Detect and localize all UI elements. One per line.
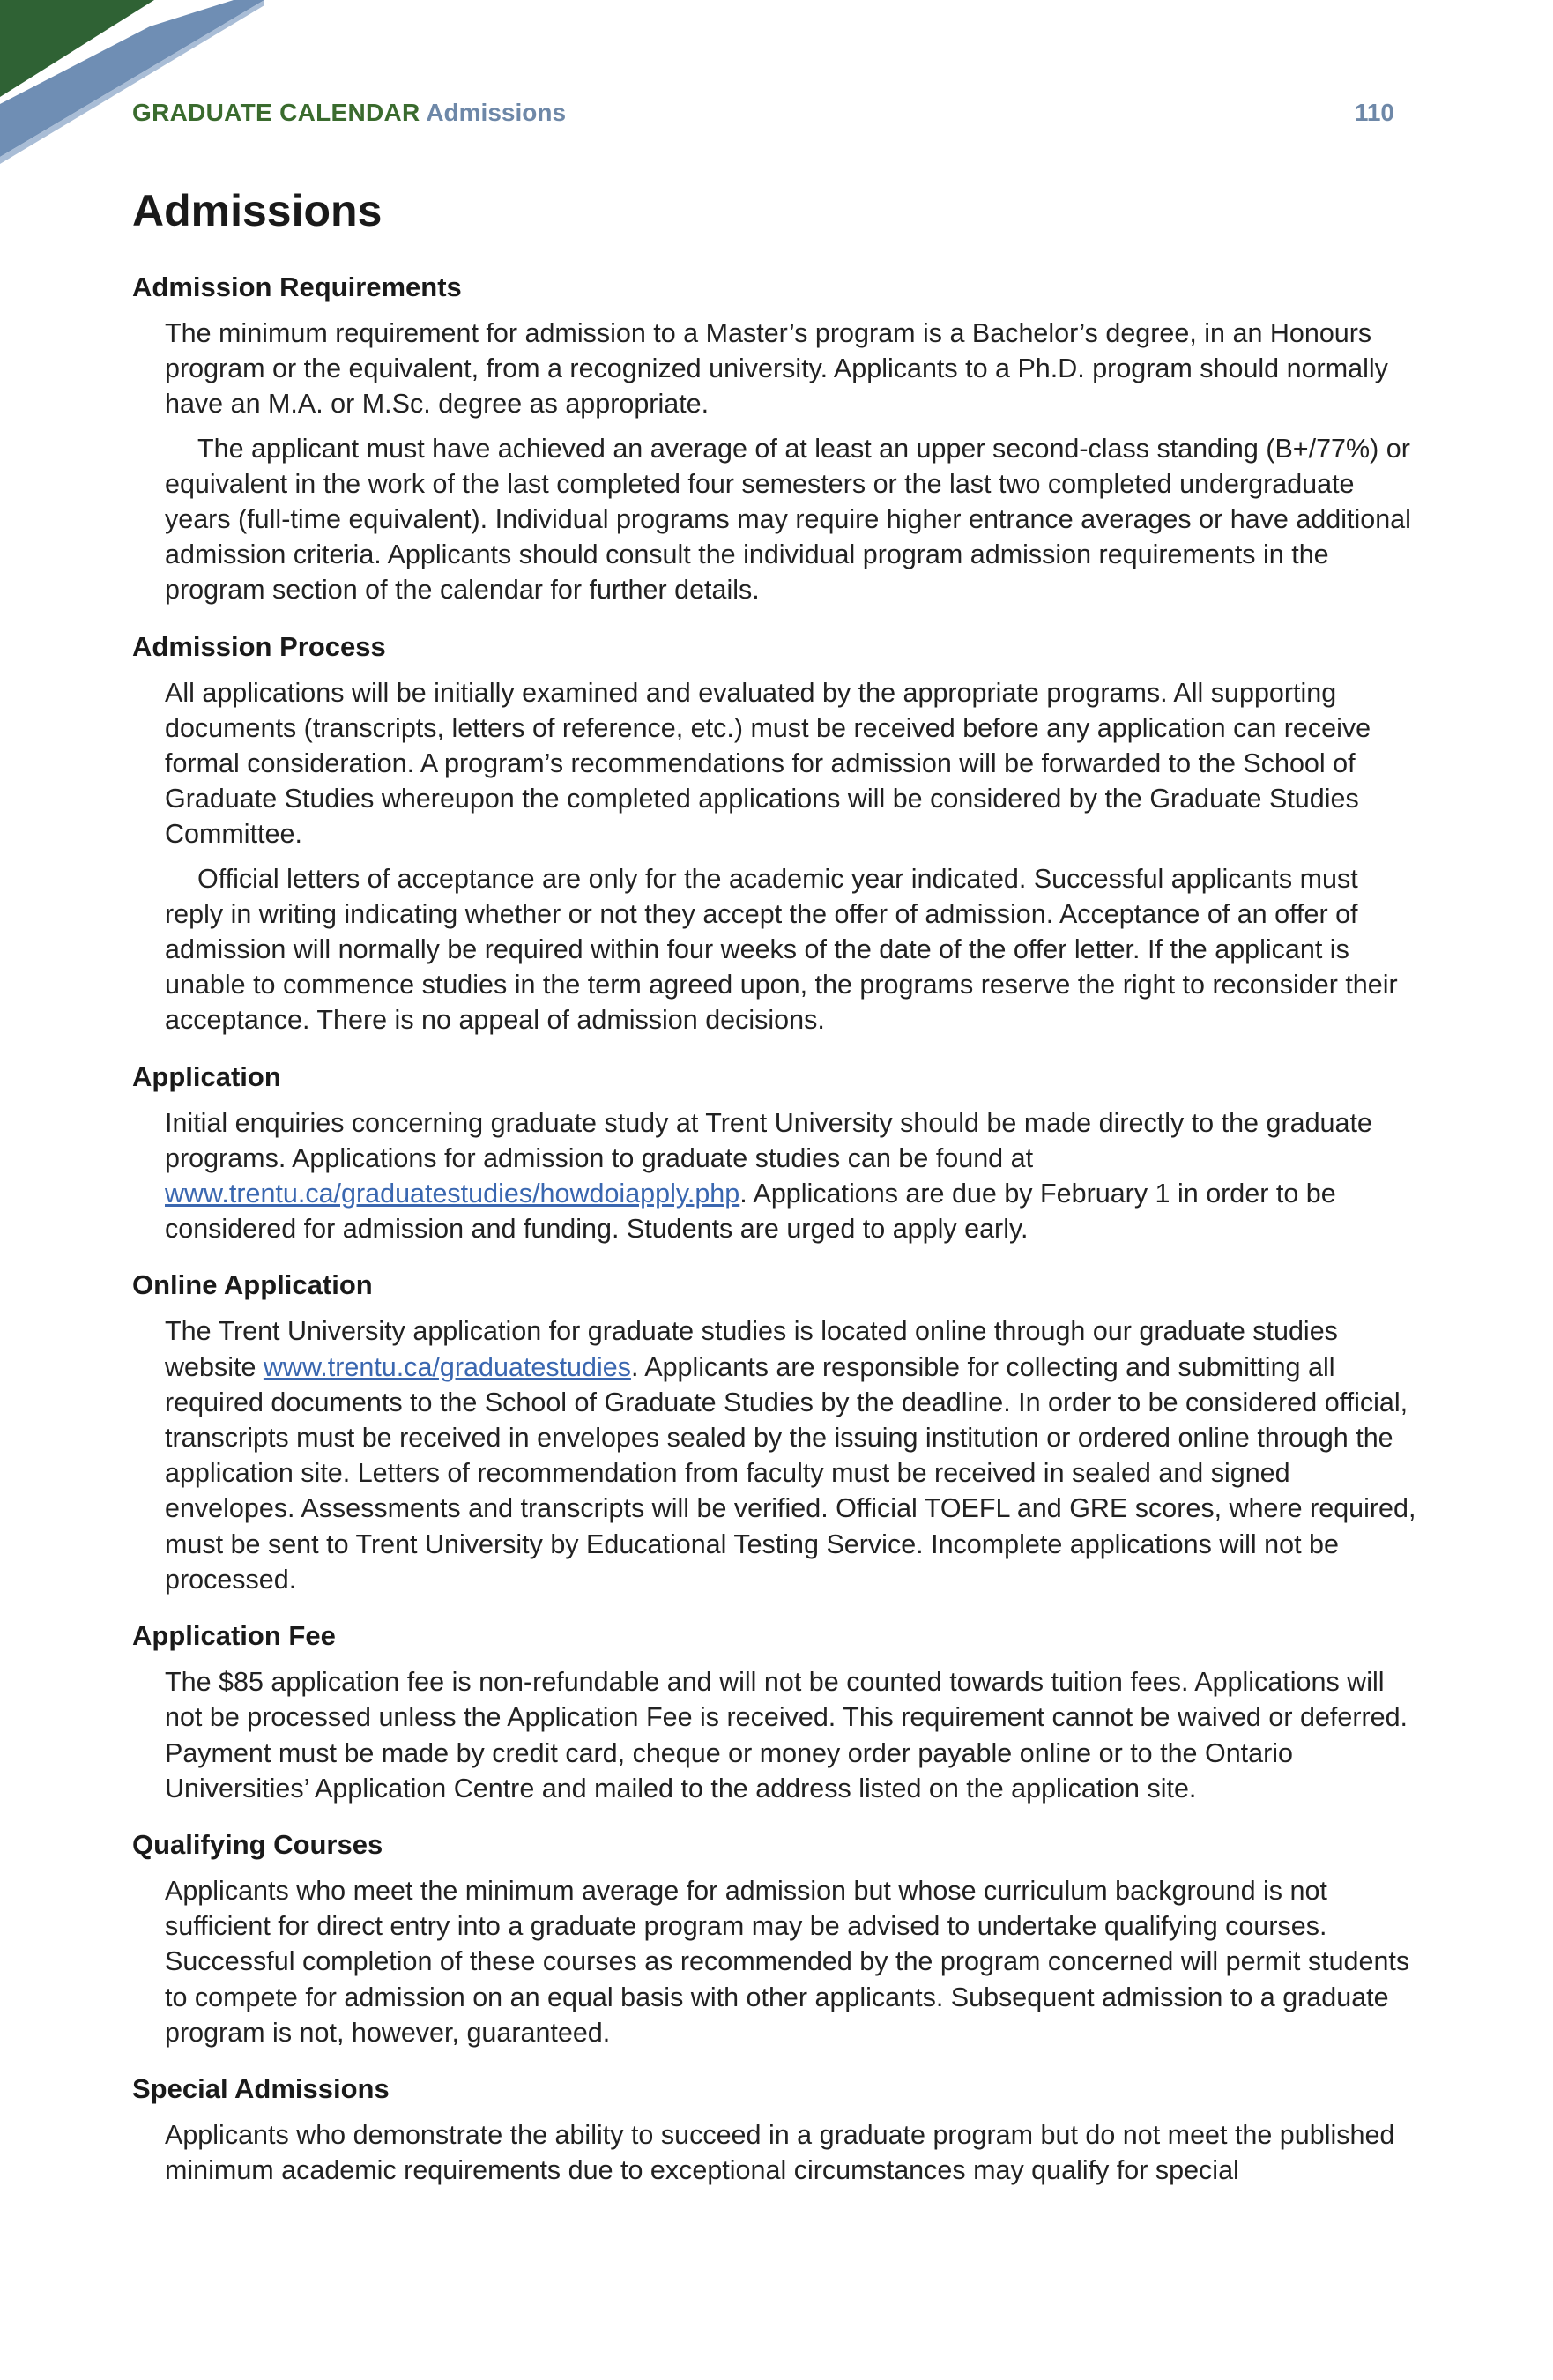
section-heading: Online Application <box>132 1269 373 1301</box>
document-body <box>132 271 1423 2211</box>
section-online-application <box>132 1269 1423 1597</box>
paragraph <box>165 1313 1423 1597</box>
corner-decoration <box>0 0 264 176</box>
header-section-label: Admissions <box>426 99 567 126</box>
page-title: Admissions <box>132 186 383 235</box>
paragraph <box>165 1105 1423 1247</box>
section-heading: Admission Process <box>132 630 386 662</box>
section-admission-requirements <box>132 271 1423 608</box>
paragraph-text: . Applicants are responsible for collecting and submitting all required documents to the School of Graduate Studies by the deadline. In order to be considered official, transcripts must be received in envelopes sealed by the issuing institution or ordered online through the application site. Letters of recommendation from faculty must be received in sealed and signed envelopes. Assessments and transcripts will be verified. Official TOEFL and GRE scores, where required, must be sent to Trent University by Educational Testing Service. Incomplete applications will not be processed. <box>165 1351 1416 1595</box>
section-heading: Qualifying Courses <box>132 1828 383 1860</box>
section-application-fee <box>132 1620 1423 1806</box>
howdoiapply-link[interactable]: www.trentu.ca/graduatestudies/howdoiapply.php <box>165 1179 740 1209</box>
paragraph-text: Initial enquiries concerning graduate study at Trent University should be made directly to the graduate programs. Applications for admission to graduate studies can be found at <box>165 1107 1372 1173</box>
paragraph: The $85 application fee is non-refundable and will not be counted towards tuition fees. Applications will not be processed unless the Application Fee is received. This requirement cannot be waived or deferred. Payment must be made by credit card, cheque or money order payable online or to the Ontario Universities’ Application Centre and mailed to the address listed on the application site. <box>165 1667 1408 1804</box>
paragraph: The minimum requirement for admission to a Master’s program is a Bachelor’s degree, in an Honours program or the equivalent, from a recognized university. Applicants to a Ph.D. program should normally have an M.A. or M.Sc. degree as appropriate. <box>165 318 1388 420</box>
paragraph-text: . Applications are due by February 1 in order to be considered for admission and funding. Students are urged to apply early. <box>165 1179 1336 1245</box>
running-header <box>132 99 1394 127</box>
paragraph: Official letters of acceptance are only for the academic year indicated. Successful applicants must reply in writing indicating whether or not they accept the offer of admission. Acceptance of an offer of admission will normally be required within four weeks of the date of the offer letter. If the applicant is unable to commence studies in the term agreed upon, the programs reserve the right to reconsider their acceptance. There is no appeal of admission decisions. <box>165 863 1398 1036</box>
section-special-admissions <box>132 2073 1423 2188</box>
paragraph: Applicants who demonstrate the ability to succeed in a graduate program but do not meet the published minimum academic requirements due to exceptional circumstances may qualify for special <box>165 2119 1395 2186</box>
section-application <box>132 1061 1423 1247</box>
page-number: 110 <box>1354 99 1394 126</box>
paragraph: Applicants who meet the minimum average for admission but whose curriculum background is not sufficient for direct entry into a graduate program may be advised to undertake qualifying courses. Successful completion of these courses as recommended by the program concerned will permit students to compete for admission on an equal basis with other applicants. Subsequent admission to a graduate program is not, however, guaranteed. <box>165 1875 1410 2048</box>
section-heading: Application Fee <box>132 1620 336 1652</box>
paragraph: The applicant must have achieved an average of at least an upper second-class standing (B+/77%) or equivalent in the work of the last completed four semesters or the last two completed undergraduate years (full-time equivalent). Individual programs may require higher entrance averages or have additional admission criteria. Applicants should consult the individual program admission requirements in the program section of the calendar for further details. <box>165 433 1411 606</box>
paragraph-text: The Trent University application for graduate studies is located online through our graduate studies website <box>165 1316 1338 1382</box>
section-admission-process <box>132 631 1423 1038</box>
section-heading: Admission Requirements <box>132 271 462 302</box>
section-qualifying-courses <box>132 1829 1423 2050</box>
calendar-series-label: GRADUATE CALENDAR <box>132 99 420 126</box>
graduatestudies-link[interactable]: www.trentu.ca/graduatestudies <box>263 1351 631 1382</box>
paragraph: All applications will be initially examined and evaluated by the appropriate programs. All supporting documents (transcripts, letters of reference, etc.) must be received before any application can receive formal consideration. A program’s recommendations for admission will be forwarded to the School of Graduate Studies whereupon the completed applications will be considered by the Graduate Studies Committee. <box>165 677 1371 850</box>
section-heading: Application <box>132 1060 281 1092</box>
section-heading: Special Admissions <box>132 2072 390 2104</box>
